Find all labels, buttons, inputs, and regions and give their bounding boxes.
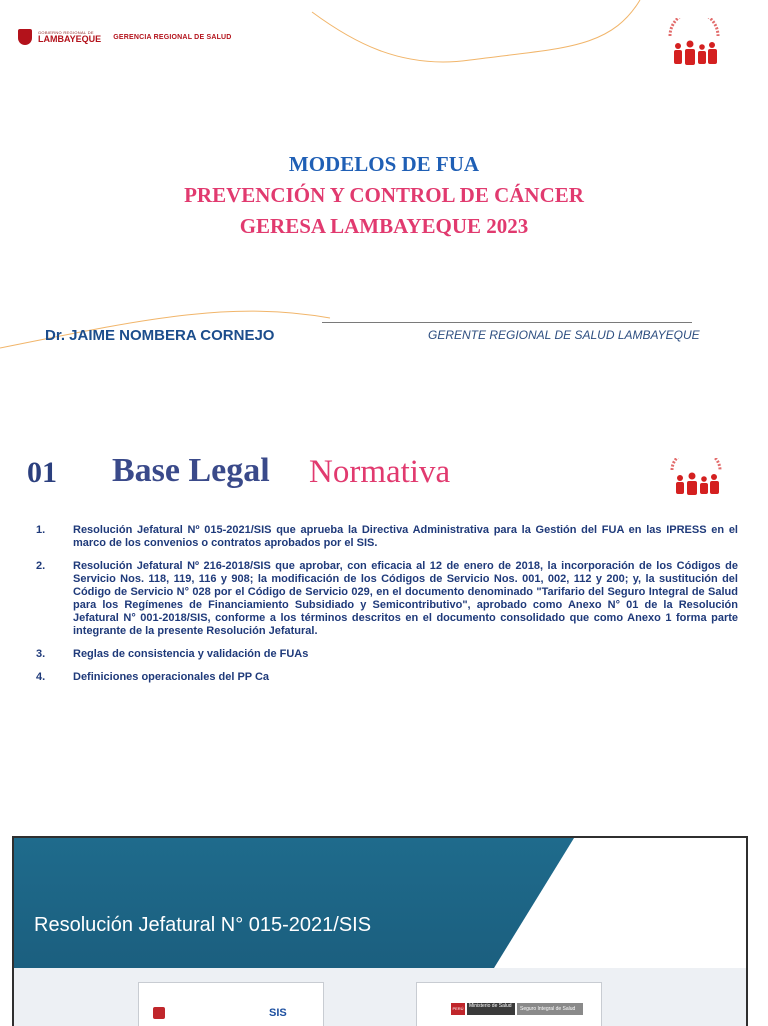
list-item [36,648,738,661]
resolution-title: Resolución Jefatural N° 015-2021/SIS [34,914,372,936]
title-line-2: PREVENCIÓN Y CONTROL DE CÁNCER [184,183,584,207]
list-item [36,560,738,638]
base-legal-slide [0,420,768,815]
org-big-text: LAMBAYEQUE [38,34,102,44]
doctor-position: GERENTE REGIONAL DE SALUD LAMBAYEQUE [428,328,700,342]
list-item-text: Resolución Jefatural Nº 015-2021/SIS que aprueba la Directiva Administrativa para la Gestión del FUA en las IPRESS en el marco de los convenios o contratos aprobados por el SIS. [73,524,738,549]
list-item-text: Reglas de consistencia y validación de FUAs [73,648,309,660]
org-name [38,30,101,44]
ministerio-badge: Ministerio de Salud [467,1003,515,1015]
resolucion-slide [12,836,748,1026]
title-line-1: MODELOS DE FUA [288,152,480,176]
shield-icon [18,29,32,45]
legal-list [36,524,738,694]
gobierno-regional-logo [18,29,232,45]
title-slide [0,0,768,420]
list-item-number: 1. [36,524,46,536]
sis-badge: Seguro Integral de Salud [517,1003,583,1015]
list-item [36,524,738,550]
document-thumbnail-1 [138,982,324,1026]
decorative-curves [0,0,768,420]
document-thumbnail-2 [416,982,602,1026]
gerencia-text: GERENCIA REGIONAL DE SALUD [113,33,232,41]
list-item-text: Resolución Jefatural Nº 216-2018/SIS que aprobar, con eficacia al 12 de enero de 2018, la incorporación de los Códigos de Servicio Nos. 118, 119, 116 y 908; la modificación de los Códigos de Servicio Nos. 001, 002, 112 y 200; y, la sustitución del Código de Servicio N° 028 por el Código de Servicio 029, en el documento denominado "Tarifario del Seguro Integral de Salud para los Regímenes de Financiamiento Subsidiado y Semicontributivo", aprobado como Anexo N° 01 de la Resolución Jefatural N° 001-2018/SIS, conforme a los términos descritos en el documento consolidado que como Anexo 1 forma parte integrante de la presente Resolución Jefatural. [73,560,738,637]
section-number: 01 [27,456,57,489]
sis-logo: SIS [269,1007,287,1019]
signature-line [322,322,692,323]
doctor-name: Dr. JAIME NOMBERA CORNEJO [45,327,275,344]
list-item-number: 4. [36,671,46,683]
peru-emblem-icon [153,1007,165,1019]
title-line-3: GERESA LAMBAYEQUE 2023 [239,214,529,238]
teal-banner [14,838,574,968]
family-health-logo-icon [664,18,724,70]
peru-badge: PERÚ [451,1003,465,1015]
section-title: Base Legal [112,452,270,489]
family-health-logo-icon [666,458,726,498]
org-small-text: GOBIERNO REGIONAL DE [38,30,94,35]
list-item-number: 2. [36,560,46,572]
list-item-text: Definiciones operacionales del PP Ca [73,671,270,683]
list-item-number: 3. [36,648,46,660]
list-item [36,671,738,684]
section-subtitle: Normativa [309,454,451,490]
